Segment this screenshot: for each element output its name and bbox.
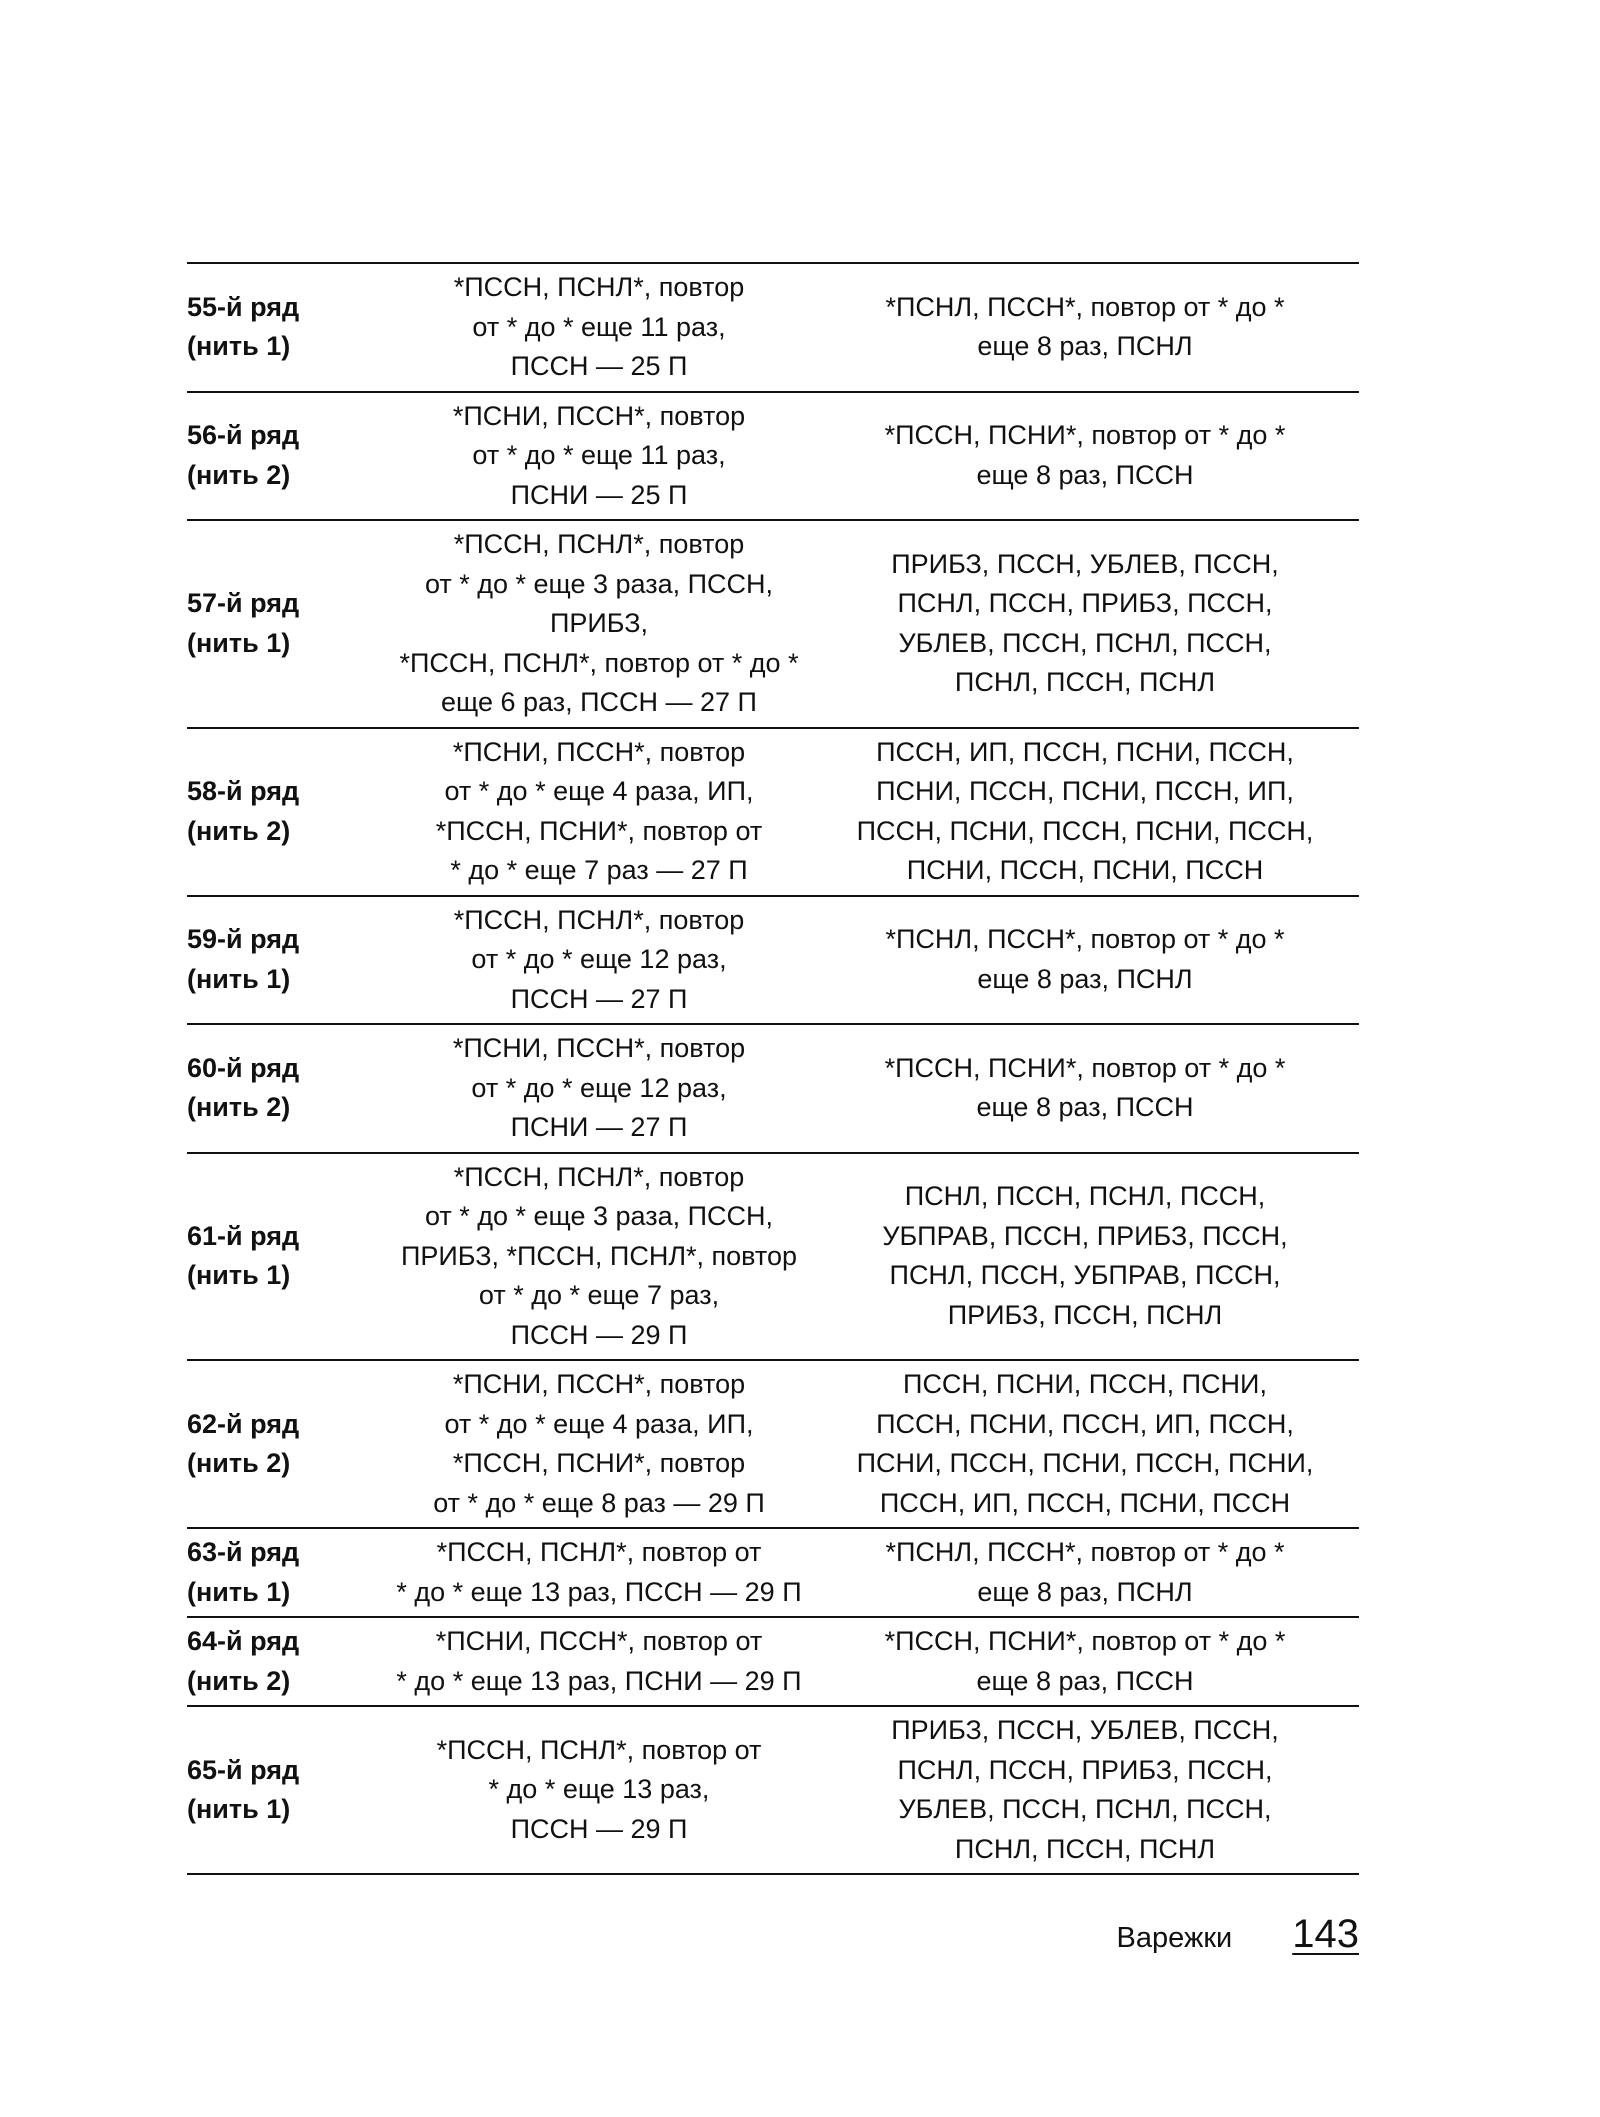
cell-line: ПССН, ИП, ПССН, ПСНИ, ПССН bbox=[879, 1487, 1291, 1518]
table-row bbox=[187, 1706, 1359, 1874]
cell-line: (нить 1) bbox=[187, 1260, 291, 1291]
cell-line: 58-й ряд bbox=[187, 776, 300, 806]
cell-line: от * до * еще 7 раз, bbox=[478, 1280, 720, 1310]
cell-line: от * до * еще 3 раза, ПССН, ПРИБЗ, bbox=[424, 568, 774, 638]
row-label-cell bbox=[187, 263, 387, 392]
cell-line: ПСНЛ, ПССН, УБПРАВ, ПССН, bbox=[889, 1260, 1281, 1291]
cell-line: ПССН — 29 П bbox=[510, 1319, 688, 1350]
cell-line: *ПССН, ПСНИ*, повтор от * до * bbox=[884, 420, 1286, 451]
cell-line: 64-й ряд bbox=[187, 1626, 300, 1656]
cell-line: (нить 1) bbox=[187, 331, 291, 362]
cell-line: ПССН — 25 П bbox=[510, 351, 688, 381]
cell-line: (нить 1) bbox=[187, 627, 291, 658]
part-two-cell bbox=[811, 728, 1359, 896]
cell-line: ПРИБЗ, ПССН, УБЛЕВ, ПССН, bbox=[891, 1715, 1279, 1745]
row-label-cell bbox=[187, 1706, 387, 1874]
row-label-cell bbox=[187, 1617, 387, 1706]
cell-line: ПСНЛ, ПССН, ПСНЛ, ПССН, bbox=[904, 1181, 1266, 1212]
cell-line: ПРИБЗ, ПССН, ПСНЛ bbox=[947, 1299, 1223, 1330]
cell-line: *ПССН, ПСНЛ*, повтор bbox=[453, 1161, 745, 1192]
table-row bbox=[187, 263, 1359, 392]
table-row bbox=[187, 896, 1359, 1025]
cell-line: (нить 1) bbox=[187, 1576, 291, 1607]
cell-line: ПССН — 27 П bbox=[510, 983, 688, 1014]
cell-line: 65-й ряд bbox=[187, 1754, 300, 1785]
cell-line: *ПСНЛ, ПССН*, повтор от * до * bbox=[885, 291, 1285, 322]
cell-line: УБЛЕВ, ПССН, ПСНЛ, ПССН, bbox=[898, 627, 1272, 658]
cell-line: ПСНЛ, ПССН, ПРИБЗ, ПССН, bbox=[897, 588, 1273, 619]
table-row bbox=[187, 1617, 1359, 1706]
table-row bbox=[187, 728, 1359, 896]
part-one-cell bbox=[387, 1617, 811, 1706]
cell-line: *ПССН, ПСНЛ*, повтор bbox=[453, 529, 745, 559]
cell-line: *ПСНИ, ПССН*, повтор bbox=[452, 736, 746, 767]
cell-line: от * до * еще 4 раза, ИП, bbox=[444, 776, 754, 806]
page-number: 143 bbox=[1292, 1912, 1359, 1956]
cell-line: ПССН, ПСНИ, ПССН, ПСНИ, ПССН, bbox=[856, 815, 1314, 846]
part-one-cell bbox=[387, 520, 811, 728]
cell-line: ПССН, ИП, ПССН, ПСНИ, ПССН, bbox=[876, 736, 1294, 767]
part-two-cell bbox=[811, 263, 1359, 392]
cell-line: ПСНИ — 25 П bbox=[510, 479, 688, 510]
cell-line: *ПССН, ПСНЛ*, повтор от bbox=[436, 1734, 762, 1765]
row-label-cell bbox=[187, 1153, 387, 1361]
cell-line: еще 6 раз, ПССН — 27 П bbox=[441, 687, 757, 717]
cell-line: от * до * еще 11 раз, bbox=[472, 440, 726, 470]
part-two-cell bbox=[811, 392, 1359, 521]
cell-line: (нить 2) bbox=[187, 815, 291, 846]
row-label-cell bbox=[187, 1360, 387, 1528]
part-one-cell bbox=[387, 1706, 811, 1874]
cell-line: * до * еще 13 раз, ПСНИ — 29 П bbox=[396, 1665, 802, 1696]
cell-line: *ПСНИ, ПССН*, повтор bbox=[452, 1033, 746, 1063]
cell-line: ПССН, ПСНИ, ПССН, ИП, ПССН, bbox=[876, 1408, 1294, 1439]
cell-line: 63-й ряд bbox=[187, 1537, 300, 1567]
cell-line: ПРИБЗ, ПССН, УБЛЕВ, ПССН, bbox=[891, 548, 1279, 579]
part-one-cell bbox=[387, 1024, 811, 1153]
cell-line: еще 8 раз, ПСНЛ bbox=[977, 963, 1193, 994]
cell-line: еще 8 раз, ПСНЛ bbox=[977, 1576, 1193, 1607]
row-label-cell bbox=[187, 392, 387, 521]
table-row bbox=[187, 1528, 1359, 1617]
part-one-cell bbox=[387, 1360, 811, 1528]
table-row bbox=[187, 392, 1359, 521]
cell-line: ПСНИ — 27 П bbox=[510, 1112, 688, 1142]
cell-line: ПРИБЗ, *ПССН, ПСНЛ*, повтор bbox=[400, 1240, 798, 1271]
cell-line: от * до * еще 12 раз, bbox=[471, 1072, 727, 1103]
pattern-table-body bbox=[187, 263, 1359, 1874]
part-two-cell bbox=[811, 1153, 1359, 1361]
cell-line: *ПССН, ПСНЛ*, повтор от * до * bbox=[399, 647, 799, 678]
part-one-cell bbox=[387, 728, 811, 896]
part-two-cell bbox=[811, 1528, 1359, 1617]
part-one-cell bbox=[387, 263, 811, 392]
cell-line: (нить 2) bbox=[187, 1092, 291, 1123]
cell-line: УБПРАВ, ПССН, ПРИБЗ, ПССН, bbox=[882, 1220, 1288, 1251]
pattern-table bbox=[187, 262, 1359, 1875]
cell-line: ПСНЛ, ПССН, ПРИБЗ, ПССН, bbox=[897, 1754, 1273, 1785]
cell-line: еще 8 раз, ПССН bbox=[976, 459, 1194, 490]
cell-line: еще 8 раз, ПСНЛ bbox=[977, 331, 1193, 362]
part-two-cell bbox=[811, 1360, 1359, 1528]
cell-line: 56-й ряд bbox=[187, 420, 300, 451]
table-row bbox=[187, 520, 1359, 728]
cell-line: ПСНИ, ПССН, ПСНИ, ПССН, ПСНИ, bbox=[856, 1448, 1314, 1478]
cell-line: *ПССН, ПСНИ*, повтор от * до * bbox=[884, 1626, 1286, 1656]
row-label-cell bbox=[187, 728, 387, 896]
cell-line: от * до * еще 12 раз, bbox=[471, 944, 727, 974]
cell-line: ПСНИ, ПССН, ПСНИ, ПССН, ИП, bbox=[876, 776, 1294, 806]
cell-line: от * до * еще 11 раз, bbox=[472, 311, 726, 342]
cell-line: *ПСНЛ, ПССН*, повтор от * до * bbox=[885, 1537, 1285, 1567]
cell-line: 60-й ряд bbox=[187, 1052, 300, 1083]
table-row bbox=[187, 1153, 1359, 1361]
part-two-cell bbox=[811, 1706, 1359, 1874]
cell-line: (нить 2) bbox=[187, 1448, 291, 1478]
part-two-cell bbox=[811, 520, 1359, 728]
part-one-cell bbox=[387, 896, 811, 1025]
cell-line: 62-й ряд bbox=[187, 1408, 300, 1439]
cell-line: (нить 1) bbox=[187, 963, 291, 994]
cell-line: *ПСНИ, ПССН*, повтор bbox=[452, 1369, 746, 1399]
cell-line: 57-й ряд bbox=[187, 588, 300, 619]
part-two-cell bbox=[811, 896, 1359, 1025]
cell-line: * до * еще 7 раз — 27 П bbox=[450, 855, 748, 885]
cell-line: ПССН, ПСНИ, ПССН, ПСНИ, bbox=[903, 1369, 1267, 1399]
page-footer bbox=[1117, 1912, 1359, 1957]
part-two-cell bbox=[811, 1617, 1359, 1706]
cell-line: 55-й ряд bbox=[187, 291, 300, 322]
cell-line: * до * еще 13 раз, bbox=[488, 1774, 710, 1805]
cell-line: *ПСНЛ, ПССН*, повтор от * до * bbox=[885, 924, 1285, 955]
cell-line: * до * еще 13 раз, ПССН — 29 П bbox=[396, 1576, 802, 1607]
cell-line: от * до * еще 4 раза, ИП, bbox=[444, 1408, 754, 1439]
cell-line: *ПСНИ, ПССН*, повтор bbox=[452, 400, 746, 431]
cell-line: от * до * еще 8 раз — 29 П bbox=[433, 1487, 765, 1518]
row-label-cell bbox=[187, 1528, 387, 1617]
row-label-cell bbox=[187, 1024, 387, 1153]
cell-line: ПСНИ, ПССН, ПСНИ, ПССН bbox=[906, 855, 1264, 885]
cell-line: еще 8 раз, ПССН bbox=[976, 1092, 1194, 1123]
row-label-cell bbox=[187, 520, 387, 728]
cell-line: от * до * еще 3 раза, ПССН, bbox=[424, 1201, 774, 1231]
part-one-cell bbox=[387, 1153, 811, 1361]
cell-line: (нить 2) bbox=[187, 1665, 291, 1696]
table-row bbox=[187, 1360, 1359, 1528]
cell-line: *ПССН, ПСНЛ*, повтор от bbox=[436, 1537, 762, 1567]
cell-line: ПСНЛ, ПССН, ПСНЛ bbox=[954, 1833, 1216, 1864]
cell-line: 59-й ряд bbox=[187, 924, 300, 955]
row-label-cell bbox=[187, 896, 387, 1025]
running-title: Варежки bbox=[1116, 1922, 1233, 1954]
cell-line: ПСНЛ, ПССН, ПСНЛ bbox=[954, 667, 1216, 698]
part-one-cell bbox=[387, 1528, 811, 1617]
cell-line: *ПССН, ПСНЛ*, повтор bbox=[453, 272, 745, 302]
cell-line: ПССН — 29 П bbox=[510, 1813, 688, 1844]
cell-line: 61-й ряд bbox=[187, 1220, 300, 1251]
table-row bbox=[187, 1024, 1359, 1153]
cell-line: *ПССН, ПСНИ*, повтор от * до * bbox=[884, 1052, 1286, 1083]
cell-line: (нить 1) bbox=[187, 1794, 291, 1824]
cell-line: *ПССН, ПСНИ*, повтор bbox=[452, 1448, 746, 1478]
cell-line: *ПСНИ, ПССН*, повтор от bbox=[435, 1626, 763, 1656]
cell-line: *ПССН, ПСНИ*, повтор от bbox=[435, 815, 763, 846]
cell-line: *ПССН, ПСНЛ*, повтор bbox=[453, 904, 745, 935]
cell-line: еще 8 раз, ПССН bbox=[976, 1665, 1194, 1696]
cell-line: УБЛЕВ, ПССН, ПСНЛ, ПССН, bbox=[898, 1794, 1272, 1824]
cell-line: (нить 2) bbox=[187, 459, 291, 490]
part-two-cell bbox=[811, 1024, 1359, 1153]
part-one-cell bbox=[387, 392, 811, 521]
